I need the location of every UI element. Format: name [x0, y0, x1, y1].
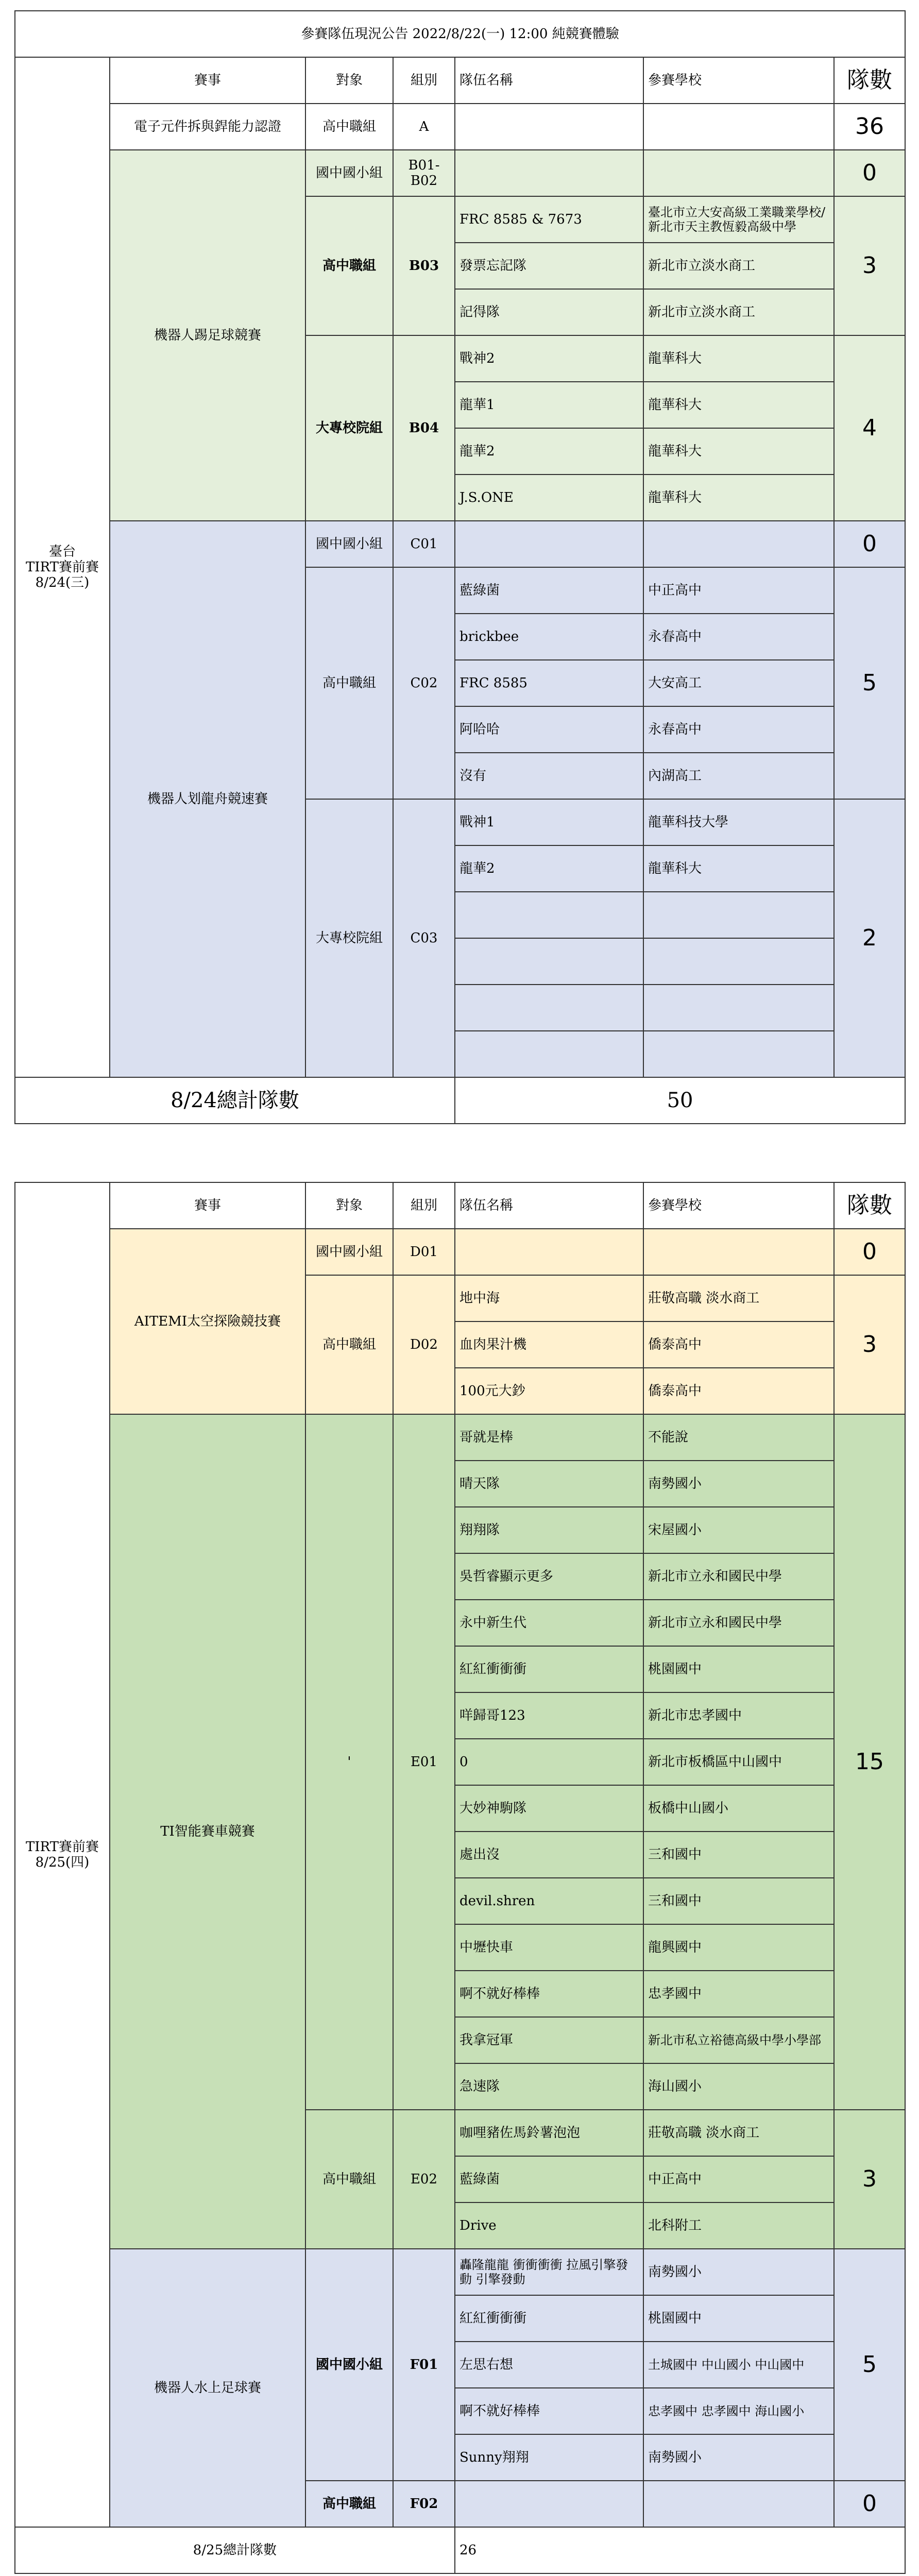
school-name: 南勢國小 — [643, 2434, 834, 2481]
team-name: 轟隆龍龍 衝衝衝衝 拉風引擎發動 引擎發動 — [455, 2249, 643, 2295]
team-name: 啊不就好棒棒 — [455, 1971, 643, 2017]
day2-label: TIRT賽前賽 8/25(四) — [15, 1182, 110, 2527]
team-name: 大妙神駒隊 — [455, 1785, 643, 1832]
school-name — [643, 150, 834, 196]
school-name: 海山國小 — [643, 2063, 834, 2110]
team-name: 翔翔隊 — [455, 1507, 643, 1553]
header-team: 隊伍名稱 — [455, 1182, 643, 1229]
target-name: 大專校院組 — [305, 799, 393, 1077]
target-name: 大專校院組 — [305, 335, 393, 521]
header-group: 組別 — [393, 1182, 455, 1229]
group-code: B03 — [393, 196, 455, 335]
team-name: 永中新生代 — [455, 1600, 643, 1646]
school-name: 龍興國中 — [643, 1924, 834, 1971]
team-name: 藍綠菌 — [455, 2156, 643, 2202]
school-name: 新北市立淡水商工 — [643, 289, 834, 335]
school-name — [643, 1229, 834, 1275]
team-name: 咩歸哥123 — [455, 1692, 643, 1739]
team-name: devil.shren — [455, 1878, 643, 1924]
team-name: 發票忘記隊 — [455, 243, 643, 289]
school-name: 中正高中 — [643, 567, 834, 614]
team-count: 0 — [834, 150, 905, 196]
team-name: 地中海 — [455, 1275, 643, 1321]
day1-total-label: 8/24總計隊數 — [15, 1077, 455, 1124]
team-name — [455, 2481, 643, 2527]
school-name: 大安高工 — [643, 660, 834, 706]
school-name: 莊敬高職 淡水商工 — [643, 2110, 834, 2156]
team-name: 龍華2 — [455, 428, 643, 474]
school-name: 忠孝國中 — [643, 1971, 834, 2017]
school-name: 宋屋國小 — [643, 1507, 834, 1553]
school-name: 永春高中 — [643, 614, 834, 660]
team-name: 戰神2 — [455, 335, 643, 382]
team-name — [455, 1031, 643, 1077]
group-code: E02 — [393, 2110, 455, 2249]
team-count: 3 — [834, 196, 905, 335]
day1-label: 臺台 TIRT賽前賽 8/24(三) — [15, 57, 110, 1077]
school-name: 桃園國中 — [643, 1646, 834, 1692]
team-name: 記得隊 — [455, 289, 643, 335]
team-name — [455, 104, 643, 150]
group-code: A — [393, 104, 455, 150]
school-name: 忠孝國中 忠孝國中 海山國小 — [643, 2388, 834, 2434]
school-name — [643, 521, 834, 567]
target-name: 高中職組 — [305, 2110, 393, 2249]
school-name: 龍華科大 — [643, 474, 834, 521]
team-name: 哥就是棒 — [455, 1414, 643, 1461]
school-name — [643, 1031, 834, 1077]
school-name: 臺北市立大安高級工業職業學校/新北市天主教恆毅高級中學 — [643, 196, 834, 243]
school-name: 龍華科大 — [643, 335, 834, 382]
team-count: 15 — [834, 1414, 905, 2110]
team-count: 5 — [834, 567, 905, 799]
header-group: 組別 — [393, 57, 455, 104]
school-name: 板橋中山國小 — [643, 1785, 834, 1832]
team-name: 左思右想 — [455, 2342, 643, 2388]
target-name: 國中國小組 — [305, 1229, 393, 1275]
team-count: 5 — [834, 2249, 905, 2481]
team-name: 晴天隊 — [455, 1461, 643, 1507]
target-name: 國中國小組 — [305, 2249, 393, 2481]
school-name: 內湖高工 — [643, 753, 834, 799]
header-count: 隊數 — [834, 57, 905, 104]
school-name: 新北市板橋區中山國中 — [643, 1739, 834, 1785]
group-code: F01 — [393, 2249, 455, 2481]
group-code: B04 — [393, 335, 455, 521]
header-target: 對象 — [305, 57, 393, 104]
team-name: 紅紅衝衝衝 — [455, 1646, 643, 1692]
school-name: 新北市立永和國民中學 — [643, 1553, 834, 1600]
team-name — [455, 521, 643, 567]
school-name: 三和國中 — [643, 1878, 834, 1924]
header-school: 參賽學校 — [643, 1182, 834, 1229]
team-count: 4 — [834, 335, 905, 521]
day2-total-value: 26 — [455, 2527, 905, 2573]
team-name — [455, 985, 643, 1031]
team-count: 0 — [834, 1229, 905, 1275]
team-name: 咖哩豬佐馬鈴薯泡泡 — [455, 2110, 643, 2156]
group-code: C02 — [393, 567, 455, 799]
school-name: 新北市立淡水商工 — [643, 243, 834, 289]
team-count: 2 — [834, 799, 905, 1077]
team-name: 紅紅衝衝衝 — [455, 2295, 643, 2342]
header-team: 隊伍名稱 — [455, 57, 643, 104]
team-name: 龍華2 — [455, 845, 643, 892]
school-name: 不能說 — [643, 1414, 834, 1461]
school-name: 中正高中 — [643, 2156, 834, 2202]
target-name: 高中職組 — [305, 1275, 393, 1414]
school-name: 桃園國中 — [643, 2295, 834, 2342]
team-name: 啊不就好棒棒 — [455, 2388, 643, 2434]
event-name: 機器人水上足球賽 — [110, 2249, 305, 2527]
team-name: FRC 8585 — [455, 660, 643, 706]
schedule-table-day2 — [14, 1182, 906, 2574]
schedule-table-day1 — [14, 10, 906, 1124]
group-code: C01 — [393, 521, 455, 567]
group-code: C03 — [393, 799, 455, 1077]
target-name: ' — [305, 1414, 393, 2110]
team-name: 藍綠菌 — [455, 567, 643, 614]
day1-total-value: 50 — [455, 1077, 905, 1124]
school-name: 莊敬高職 淡水商工 — [643, 1275, 834, 1321]
team-name: brickbee — [455, 614, 643, 660]
header-event: 賽事 — [110, 57, 305, 104]
team-count: 0 — [834, 521, 905, 567]
team-name: 戰神1 — [455, 799, 643, 845]
school-name — [643, 985, 834, 1031]
school-name: 僑泰高中 — [643, 1321, 834, 1368]
school-name — [643, 892, 834, 938]
team-name — [455, 892, 643, 938]
school-name: 新北市私立裕德高級中學小學部 — [643, 2017, 834, 2063]
header-school: 參賽學校 — [643, 57, 834, 104]
group-code: F02 — [393, 2481, 455, 2527]
team-name: 急速隊 — [455, 2063, 643, 2110]
team-name — [455, 938, 643, 985]
group-code: D01 — [393, 1229, 455, 1275]
group-code: B01-B02 — [393, 150, 455, 196]
team-name: 中壢快車 — [455, 1924, 643, 1971]
team-name: 沒有 — [455, 753, 643, 799]
team-name: FRC 8585 & 7673 — [455, 196, 643, 243]
header-count: 隊數 — [834, 1182, 905, 1229]
school-name: 土城國中 中山國小 中山國中 — [643, 2342, 834, 2388]
school-name: 永春高中 — [643, 706, 834, 753]
school-name: 南勢國小 — [643, 1461, 834, 1507]
team-name: 處出沒 — [455, 1832, 643, 1878]
team-count: 0 — [834, 2481, 905, 2527]
school-name: 龍華科大 — [643, 428, 834, 474]
target-name: 國中國小組 — [305, 521, 393, 567]
school-name: 新北市忠孝國中 — [643, 1692, 834, 1739]
school-name: 新北市立永和國民中學 — [643, 1600, 834, 1646]
school-name: 龍華科技大學 — [643, 799, 834, 845]
target-name: 高中職組 — [305, 567, 393, 799]
school-name: 龍華科大 — [643, 845, 834, 892]
event-name: 電子元件拆與銲能力認證 — [110, 104, 305, 150]
group-code: D02 — [393, 1275, 455, 1414]
school-name — [643, 104, 834, 150]
team-name — [455, 1229, 643, 1275]
target-name: 高中職組 — [305, 104, 393, 150]
team-name: 阿哈哈 — [455, 706, 643, 753]
team-name: Sunny翔翔 — [455, 2434, 643, 2481]
team-name: 0 — [455, 1739, 643, 1785]
target-name: 高中職組 — [305, 2481, 393, 2527]
team-name — [455, 150, 643, 196]
school-name — [643, 938, 834, 985]
target-name: 國中國小組 — [305, 150, 393, 196]
day2-total-label: 8/25總計隊數 — [15, 2527, 455, 2573]
team-name: 龍華1 — [455, 382, 643, 428]
group-code: E01 — [393, 1414, 455, 2110]
team-name: 100元大鈔 — [455, 1368, 643, 1414]
target-name: 高中職組 — [305, 196, 393, 335]
school-name: 南勢國小 — [643, 2249, 834, 2295]
team-count: 3 — [834, 2110, 905, 2249]
event-name: 機器人踢足球競賽 — [110, 150, 305, 521]
header-event: 賽事 — [110, 1182, 305, 1229]
team-name: J.S.ONE — [455, 474, 643, 521]
team-name: 吳哲睿顯示更多 — [455, 1553, 643, 1600]
school-name: 北科附工 — [643, 2202, 834, 2249]
page-title: 參賽隊伍現況公告 2022/8/22(一) 12:00 純競賽體驗 — [15, 11, 905, 57]
school-name: 龍華科大 — [643, 382, 834, 428]
team-name: Drive — [455, 2202, 643, 2249]
school-name: 僑泰高中 — [643, 1368, 834, 1414]
school-name: 三和國中 — [643, 1832, 834, 1878]
event-name: AITEMI太空探險競技賽 — [110, 1229, 305, 1414]
event-name: TI智能賽車競賽 — [110, 1414, 305, 2249]
team-count: 3 — [834, 1275, 905, 1414]
team-name: 血肉果汁機 — [455, 1321, 643, 1368]
event-name: 機器人划龍舟競速賽 — [110, 521, 305, 1077]
header-target: 對象 — [305, 1182, 393, 1229]
team-count: 36 — [834, 104, 905, 150]
school-name — [643, 2481, 834, 2527]
team-name: 我拿冠軍 — [455, 2017, 643, 2063]
